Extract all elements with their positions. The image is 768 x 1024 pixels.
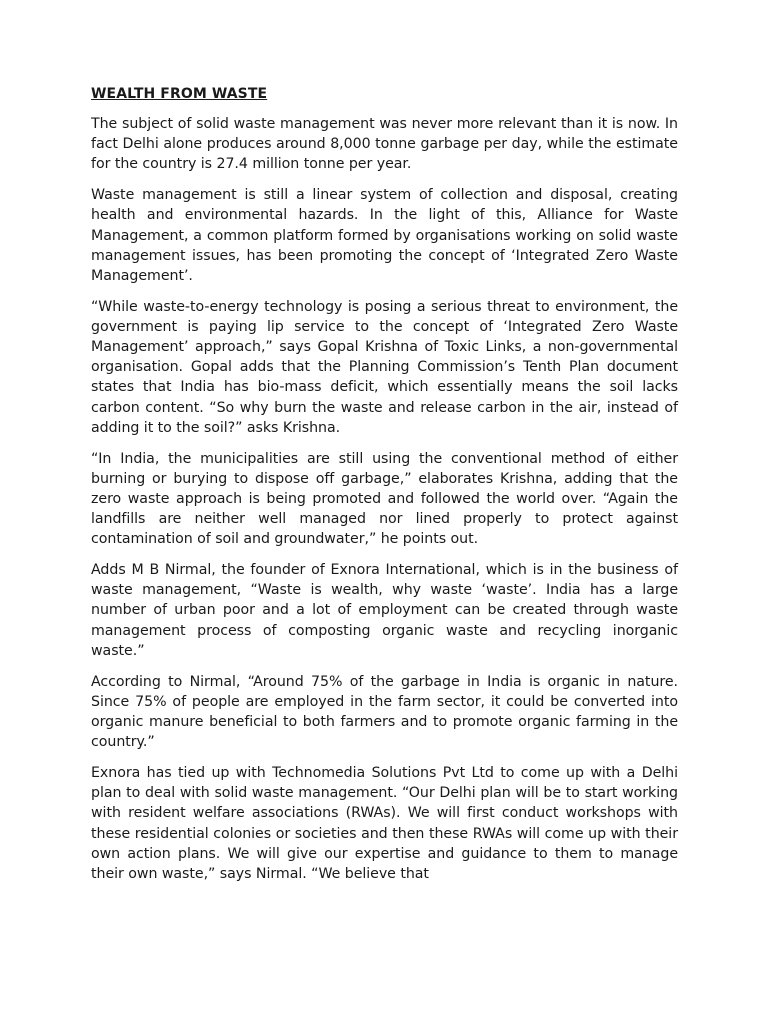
document-page bbox=[91, 84, 678, 895]
paragraph-3: “While waste-to-energy technology is posing a serious threat to environment, the government is paying lip service to the concept of ‘Integrated Zero Waste Management’ approach,” says Gopal Krishna of Toxic Links, a non-governmental organisation. Gopal adds that the Planning Commission’s Tenth Plan document states that India has bio-mass deficit, which essentially means the soil lacks carbon content. “So why burn the waste and release carbon in the air, instead of adding it to the soil?” asks Krishna. bbox=[91, 298, 678, 436]
paragraph-2: Waste management is still a linear system of collection and disposal, creating health and environmental hazards. In the light of this, Alliance for Waste Management, a common platform formed by organisations working on solid waste management issues, has been promoting the concept of ‘Integrated Zero Waste Management’. bbox=[91, 187, 678, 284]
paragraph-7: Exnora has tied up with Technomedia Solutions Pvt Ltd to come up with a Delhi plan to deal with solid waste management. “Our Delhi plan will be to start working with resident welfare associations (RWAs). We will first conduct workshops with these residential colonies or societies and then these RWAs will come up with their own action plans. We will give our expertise and guidance to them to manage their own waste,” says Nirmal. “We believe that bbox=[91, 764, 678, 882]
paragraph-1: The subject of solid waste management was never more relevant than it is now. In fact Delhi alone produces around 8,000 tonne garbage per day, while the estimate for the country is 27.4 million tonne per year. bbox=[91, 116, 678, 173]
paragraph-6: According to Nirmal, “Around 75% of the garbage in India is organic in nature. Since 75% of people are employed in the farm sector, it could be converted into organic manure beneficial to both farmers and to promote organic farming in the country.” bbox=[91, 673, 678, 751]
document-title: WEALTH FROM WASTE bbox=[91, 86, 268, 102]
paragraph-4: “In India, the municipalities are still using the conventional method of either burning or burying to dispose off garbage,” elaborates Krishna, adding that the zero waste approach is being promoted and followed the world over. “Again the landfills are neither well managed nor lined properly to protect against contamination of soil and groundwater,” he points out. bbox=[91, 450, 678, 548]
paragraph-5: Adds M B Nirmal, the founder of Exnora International, which is in the business of waste management, “Waste is wealth, why waste ‘waste’. India has a large number of urban poor and a lot of employment can be created through waste management process of composting organic waste and recycling inorganic waste.” bbox=[91, 562, 678, 659]
